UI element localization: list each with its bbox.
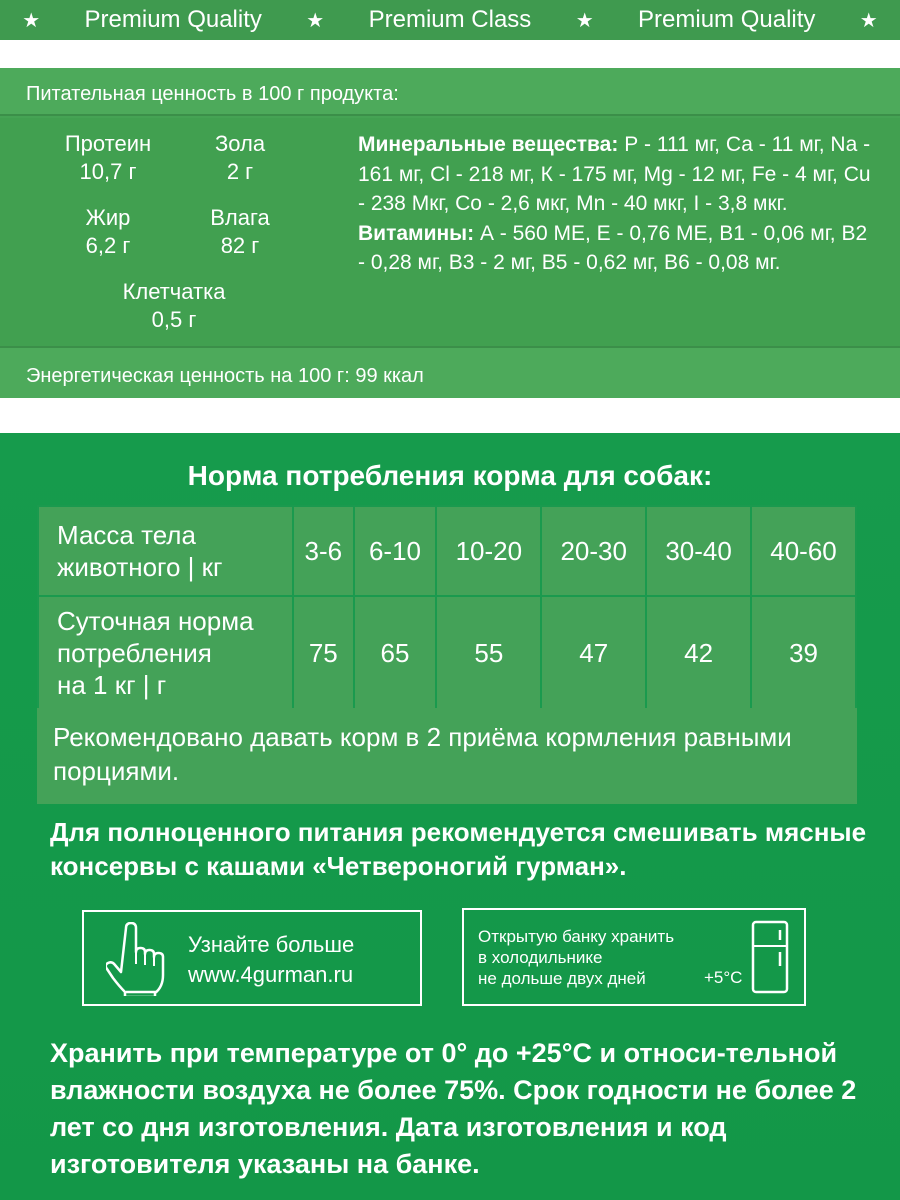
banner-item-3: Premium Quality [638, 6, 816, 33]
star-icon: ★ [306, 9, 325, 32]
moisture-label: Влага [210, 205, 270, 230]
website-text [188, 930, 354, 990]
learn-more-label: Узнайте больше [188, 932, 355, 957]
minerals-label: Минеральные вещества: [358, 133, 619, 156]
fiber-cell [104, 278, 244, 334]
rate-cell: 47 [541, 596, 646, 710]
rate-cell: 42 [646, 596, 751, 710]
vitamins-text: А - 560 МЕ, Е - 0,76 МЕ, В1 - 0,06 мг, В2 - 0,28 мг, В3 - 2 мг, В5 - 0,62 мг, В6 - 0,08 мг. [358, 221, 868, 274]
table-row [38, 596, 856, 710]
star-icon: ★ [859, 9, 878, 32]
ash-cell [170, 130, 310, 186]
weight-label-line: Масса тела [57, 520, 196, 550]
fridge-text-line: Открытую банку хранить [478, 927, 675, 946]
website-link[interactable]: www.4gurman.ru [188, 962, 354, 987]
energy-value: Энергетическая ценность на 100 г: 99 ккал [0, 346, 900, 398]
weight-cell: 6-10 [354, 506, 437, 596]
weight-row-label [38, 506, 293, 596]
weight-cell: 30-40 [646, 506, 751, 596]
fiber-label: Клетчатка [122, 279, 226, 304]
feeding-recommendation: Рекомендовано давать корм в 2 приёма кормления равными порциями. [37, 708, 857, 804]
star-icon: ★ [22, 9, 41, 32]
minerals-vitamins-text [358, 130, 878, 278]
weight-cell: 40-60 [751, 506, 856, 596]
weight-cell: 3-6 [293, 506, 354, 596]
pointing-hand-icon [106, 922, 170, 996]
ash-value: 2 г [226, 159, 254, 184]
premium-banner [0, 0, 900, 40]
weight-cell: 10-20 [436, 506, 541, 596]
fiber-value: 0,5 г [151, 307, 197, 332]
fat-value: 6,2 г [85, 233, 131, 258]
banner-item-1: Premium Quality [84, 6, 262, 33]
star-icon: ★ [575, 9, 594, 32]
feeding-norm-title: Норма потребления корма для собак: [187, 460, 713, 491]
banner-item-2: Premium Class [368, 6, 532, 33]
rate-label-line: Суточная норма [57, 606, 254, 636]
protein-cell [38, 130, 178, 186]
fridge-storage-text [478, 926, 674, 989]
nutrition-panel [0, 68, 900, 398]
rate-cell: 75 [293, 596, 354, 710]
protein-value: 10,7 г [79, 159, 137, 184]
rate-cell: 65 [354, 596, 437, 710]
rate-label-line: на 1 кг | г [57, 670, 167, 700]
fridge-text-line: в холодильнике [478, 948, 603, 967]
mix-recommendation: Для полноценного питания рекомендуется смешивать мясные консервы с кашами «Четвероногий гурман». [50, 817, 867, 881]
weight-label-line: животного | кг [57, 552, 223, 582]
nutrition-heading: Питательная ценность в 100 г продукта: [0, 68, 900, 116]
vitamins-label: Витамины: [358, 221, 475, 245]
rate-label-line: потребления [57, 638, 212, 668]
table-row [38, 506, 856, 596]
rate-cell: 55 [436, 596, 541, 710]
website-box[interactable] [82, 910, 422, 1006]
ash-label: Зола [214, 131, 266, 156]
protein-label: Протеин [64, 131, 152, 156]
moisture-value: 82 г [220, 233, 260, 258]
fridge-icon [750, 920, 790, 996]
moisture-cell [170, 204, 310, 260]
fat-cell [38, 204, 178, 260]
minerals-text: Р - 111 мг, Са - 11 мг, Na - 161 мг, Cl - 218 мг, К - 175 мг, Mg - 12 мг, Fe - 4 мг, Cu - 238 Мкг, Co - 2,6 мкг, Mn - 40 мкг, I - 3,8 мкг. [358, 133, 871, 215]
fridge-text-line: не дольше двух дней [478, 969, 646, 988]
rate-cell: 39 [751, 596, 856, 710]
fat-label: Жир [85, 205, 131, 230]
storage-conditions: Хранить при температуре от 0° до +25°С и относи-тельной влажности воздуха не более 75%. Срок годности не более 2 лет со дня изготовления. Дата изготовления и код изготовителя указаны на банке. [50, 1038, 857, 1179]
feeding-norm-table [37, 505, 857, 711]
fridge-storage-box [462, 908, 806, 1006]
weight-cell: 20-30 [541, 506, 646, 596]
fridge-temperature: +5°С [704, 968, 743, 987]
rate-row-label [38, 596, 293, 710]
